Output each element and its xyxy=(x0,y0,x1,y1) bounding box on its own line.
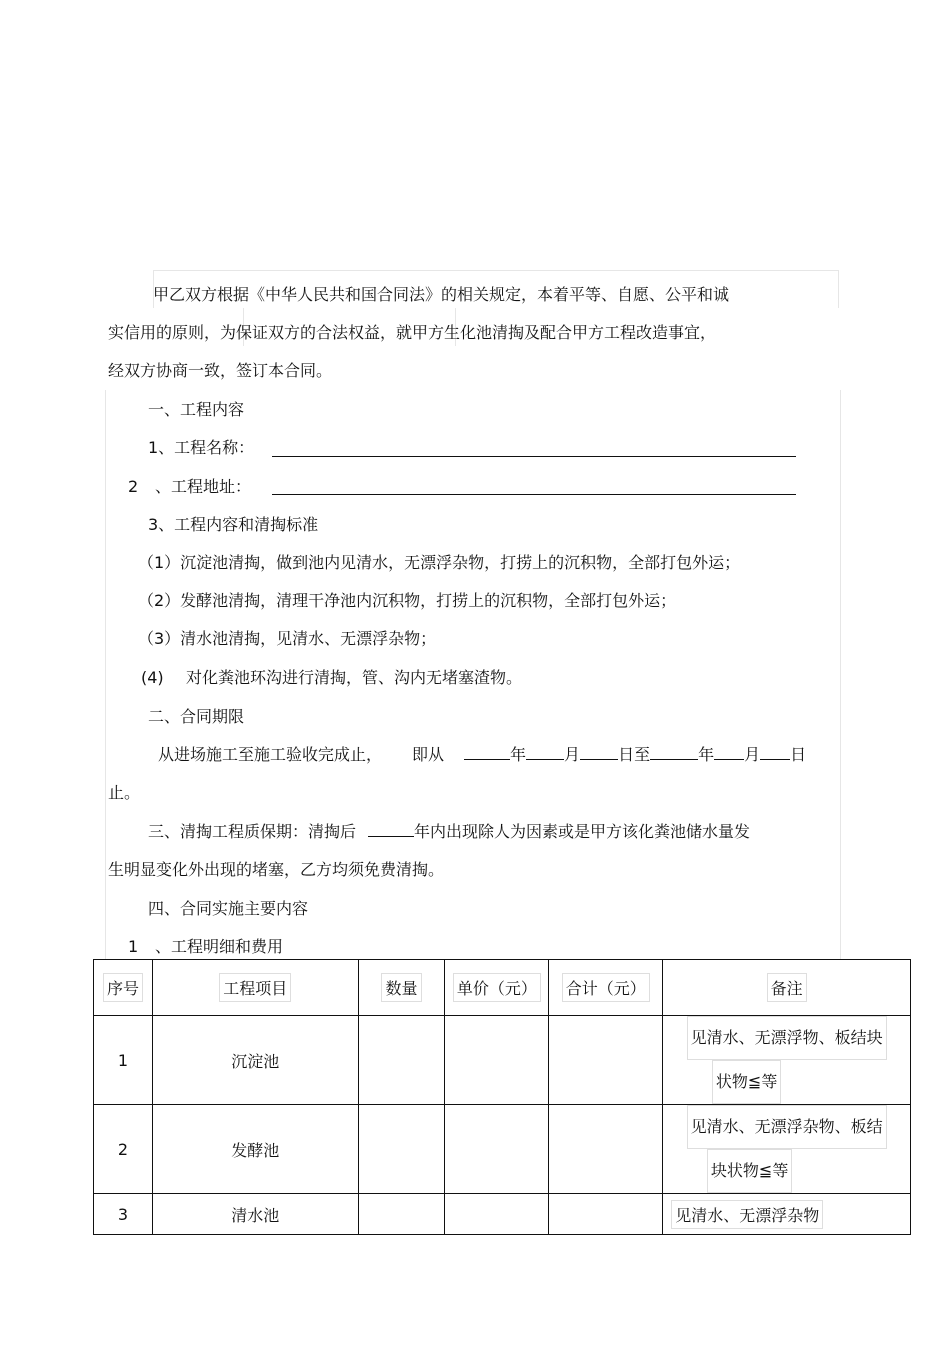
warranty-line-1 xyxy=(148,821,750,843)
project-name-field[interactable] xyxy=(272,456,796,457)
remark-cell xyxy=(663,1194,911,1235)
section1-heading: 一、工程内容 xyxy=(148,400,245,419)
remark-line-b: 状物≦等 xyxy=(712,1060,781,1104)
year-label: 年 xyxy=(510,745,527,764)
row-item: 发酵池 xyxy=(152,1105,358,1194)
header-cell: 单价（元） xyxy=(445,960,549,1016)
works-table xyxy=(93,959,911,1235)
end-month-field[interactable] xyxy=(714,745,744,760)
end-year-field[interactable] xyxy=(650,745,698,760)
unit-price-cell[interactable] xyxy=(445,1016,549,1105)
warranty-years-field[interactable] xyxy=(368,822,414,837)
table-row xyxy=(94,1105,911,1194)
content-item-3: （3）清水池清掏，见清水、无漂浮杂物； xyxy=(138,629,437,648)
intro-line-2: 实信用的原则，为保证双方的合法权益，就甲方生化池清掏及配合甲方工程改造事宜， xyxy=(108,323,717,342)
contract-period-line xyxy=(158,744,806,766)
remark-line-b: 块状物≦等 xyxy=(707,1149,792,1193)
warranty-prefix: 三、清掏工程质保期：清掏后 xyxy=(148,822,357,841)
header-cell: 合计（元） xyxy=(549,960,663,1016)
period-start-text: 从进场施工至施工验收完成止， xyxy=(158,745,383,764)
project-address-field[interactable] xyxy=(272,494,796,495)
remark-cell xyxy=(663,1016,911,1105)
table-header-row xyxy=(94,960,911,1016)
guide-line xyxy=(153,270,839,271)
warranty-suffix: 年内出现除人为因素或是甲方该化粪池储水量发 xyxy=(414,822,751,841)
header-cell: 序号 xyxy=(94,960,153,1016)
content-item-4-number: (4) xyxy=(141,668,164,687)
guide-line xyxy=(105,390,106,960)
row-number: 2 xyxy=(94,1105,153,1194)
total-cell[interactable] xyxy=(549,1194,663,1235)
end-day-label: 日 xyxy=(790,745,807,764)
guide-line xyxy=(840,390,841,960)
remark-line-a: 见清水、无漂浮物、板结块 xyxy=(687,1016,887,1060)
remark-cell xyxy=(663,1105,911,1194)
row-number: 1 xyxy=(94,1016,153,1105)
row-item: 沉淀池 xyxy=(152,1016,358,1105)
content-item-4-text: 对化粪池环沟进行清掏，管、沟内无堵塞渣物。 xyxy=(186,668,523,687)
month-label: 月 xyxy=(564,745,581,764)
row-number: 3 xyxy=(94,1194,153,1235)
guide-line xyxy=(838,270,839,308)
content-item-1: （1）沉淀池清掏，做到池内见清水，无漂浮杂物，打捞上的沉积物，全部打包外运； xyxy=(138,553,741,572)
intro-line-1: 甲乙双方根据《中华人民共和国合同法》的相关规定，本着平等、自愿、公平和诚 xyxy=(153,285,730,304)
row-item: 清水池 xyxy=(152,1194,358,1235)
remark-line-a: 见清水、无漂浮杂物、板结 xyxy=(687,1105,887,1149)
start-day-field[interactable] xyxy=(580,745,618,760)
day-to-label: 日至 xyxy=(618,745,651,764)
table-row xyxy=(94,1016,911,1105)
end-day-field[interactable] xyxy=(760,745,790,760)
section4-heading: 四、合同实施主要内容 xyxy=(148,899,309,918)
unit-price-cell[interactable] xyxy=(445,1105,549,1194)
total-cell[interactable] xyxy=(549,1105,663,1194)
header-cell: 备注 xyxy=(663,960,911,1016)
warranty-line-2: 生明显变化外出现的堵塞，乙方均须免费清掏。 xyxy=(108,860,445,879)
quantity-cell[interactable] xyxy=(358,1105,445,1194)
intro-line-3: 经双方协商一致，签订本合同。 xyxy=(108,361,333,380)
section2-heading: 二、合同期限 xyxy=(148,707,245,726)
end-year-label: 年 xyxy=(698,745,715,764)
remark-line-a: 见清水、无漂浮杂物 xyxy=(671,1200,823,1229)
content-heading: 3、工程内容和清掏标准 xyxy=(148,515,319,534)
period-from-text: 即从 xyxy=(412,745,445,764)
end-month-label: 月 xyxy=(744,745,761,764)
table-row xyxy=(94,1194,911,1235)
content-item-2: （2）发酵池清掏，清理干净池内沉积物，打捞上的沉积物，全部打包外运； xyxy=(138,591,677,610)
header-cell: 数量 xyxy=(358,960,445,1016)
project-name-label: 1、工程名称： xyxy=(148,438,255,457)
project-address-number: 2 xyxy=(128,477,139,496)
total-cell[interactable] xyxy=(549,1016,663,1105)
start-month-field[interactable] xyxy=(526,745,564,760)
start-year-field[interactable] xyxy=(464,745,510,760)
unit-price-cell[interactable] xyxy=(445,1194,549,1235)
quantity-cell[interactable] xyxy=(358,1194,445,1235)
subsection-number: 1 xyxy=(128,937,139,956)
project-address-label: 、工程地址： xyxy=(155,477,252,496)
header-cell: 工程项目 xyxy=(152,960,358,1016)
period-end-text: 止。 xyxy=(108,783,141,802)
subsection-label: 、工程明细和费用 xyxy=(155,937,284,956)
quantity-cell[interactable] xyxy=(358,1016,445,1105)
